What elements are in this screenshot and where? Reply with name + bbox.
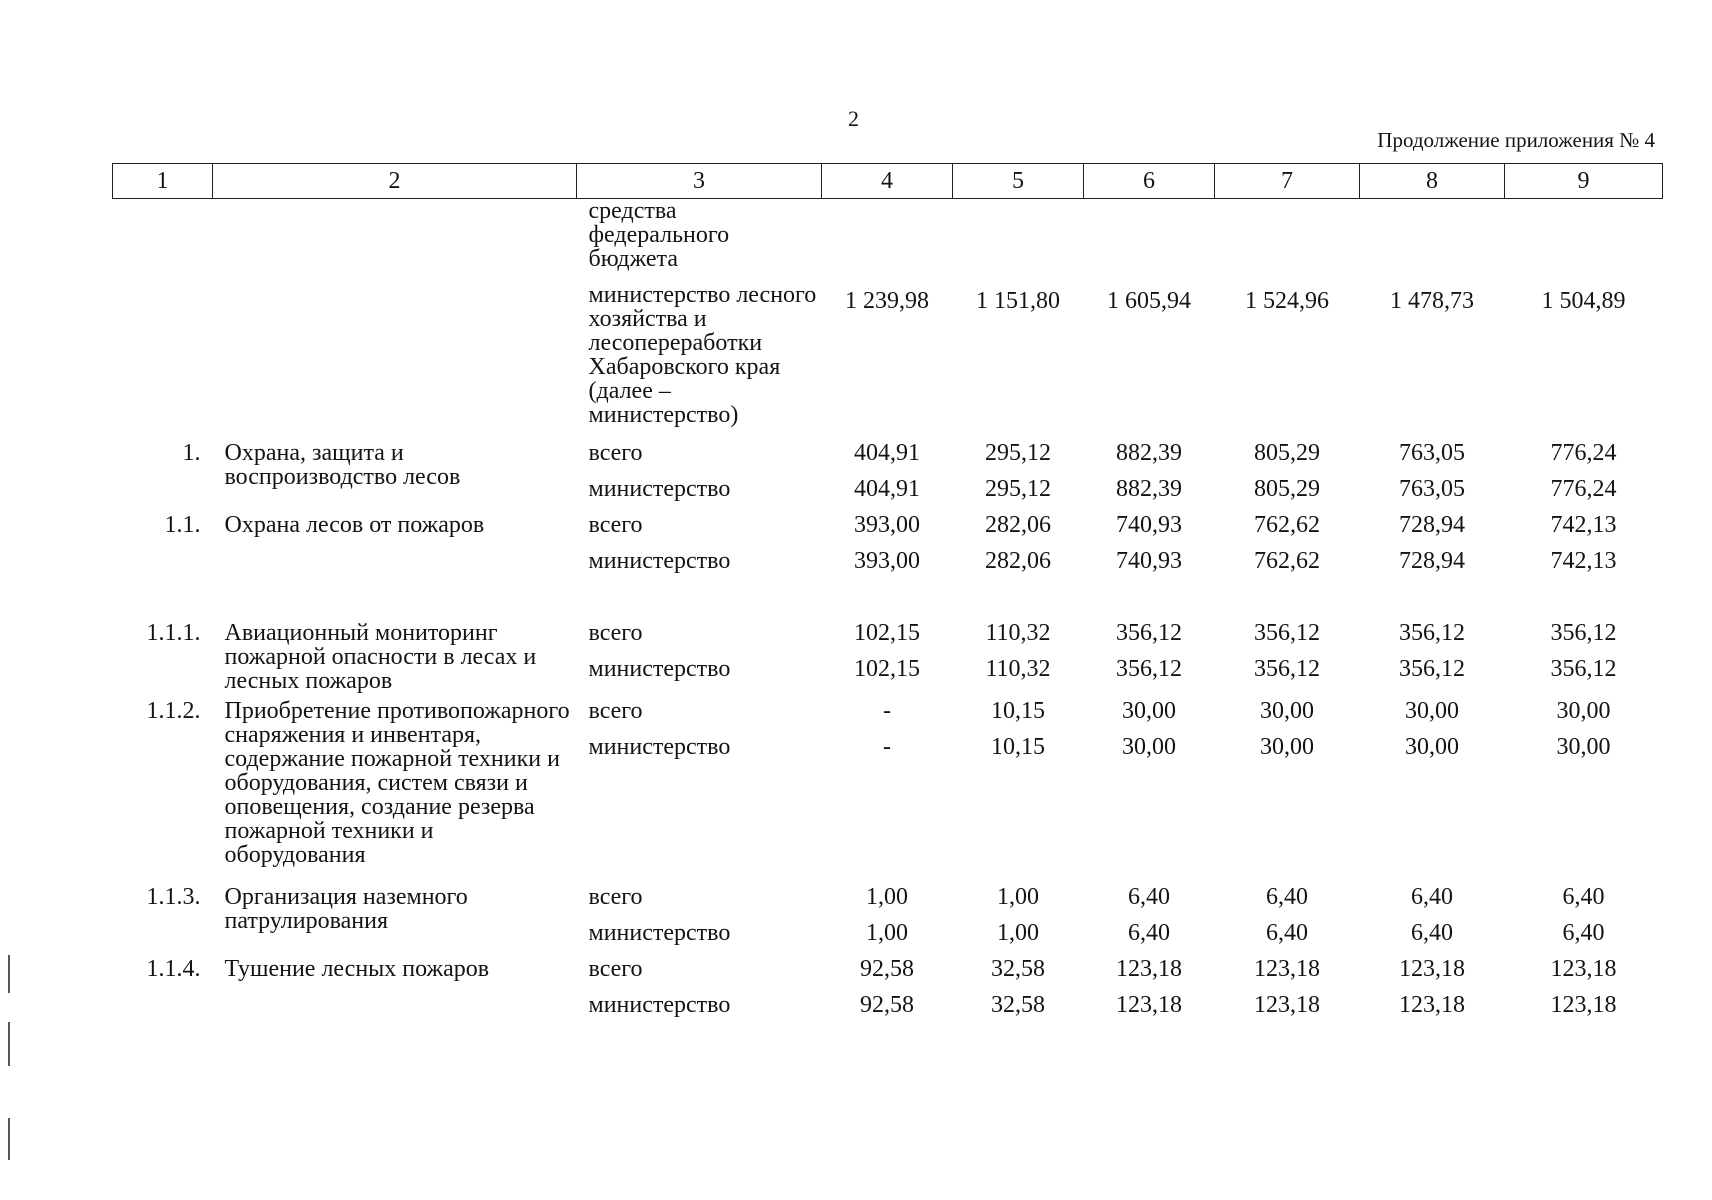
scan-margin-mark [8,955,10,993]
header-cell: 5 [953,164,1084,199]
value-cell: 10,15 [991,698,1045,724]
value-cell: 282,06 [985,548,1051,574]
value-cell: 1 478,73 [1390,288,1474,314]
row-name: Организация наземного патрулирования [224,884,468,934]
value-cell: 882,39 [1116,476,1182,502]
source-label: всего [588,440,643,466]
row-name: Тушение лесных пожаров [224,956,490,982]
header-cell: 4 [822,164,953,199]
ministry-source-label: министерство лесного хозяйства и лесопереработки Хабаровского края (далее – министерство) [588,282,817,428]
header-cell: 9 [1505,164,1663,199]
row-number: 1. [182,440,201,466]
value-cell: 1 151,80 [976,288,1060,314]
row-number: 1.1.4. [146,956,201,982]
row-number: 1.1.1. [146,620,201,646]
value-cell: 123,18 [1254,992,1320,1018]
value-cell: 742,13 [1550,548,1617,574]
value-cell: 30,00 [1122,698,1176,724]
source-label: министерство [588,656,731,682]
source-label: министерство [588,992,731,1018]
value-cell: 404,91 [854,440,920,466]
value-cell: 356,12 [1116,656,1182,682]
value-cell: 102,15 [854,656,920,682]
value-cell: 30,00 [1405,698,1459,724]
value-cell: 763,05 [1399,476,1465,502]
value-cell: 356,12 [1116,620,1182,646]
continuation-label: Продолжение приложения № 4 [1377,128,1655,152]
value-cell: 1,00 [866,884,908,910]
value-cell: 356,12 [1399,620,1465,646]
header-cell: 6 [1084,164,1215,199]
value-cell: 123,18 [1399,992,1465,1018]
value-cell: 295,12 [985,440,1051,466]
value-cell: 882,39 [1116,440,1182,466]
value-cell: 728,94 [1399,512,1465,538]
source-label: всего [588,956,643,982]
value-cell: 356,12 [1399,656,1465,682]
row-name: Приобретение противопожарного снаряжения и инвентаря, содержание пожарной техники и оборудования, систем связи и оповещения, создание резерва пожарной техники и оборудования [224,698,570,868]
value-cell: 728,94 [1399,548,1465,574]
header-row [113,164,1663,199]
value-cell: 356,12 [1550,620,1617,646]
scan-margin-mark [8,1022,10,1066]
table-row [113,507,1663,579]
value-cell: 10,15 [991,734,1045,760]
source-label: министерство [588,548,731,574]
source-label: министерство [588,920,731,946]
value-cell: 1 504,89 [1541,288,1626,314]
value-cell: 123,18 [1116,992,1182,1018]
value-cell: 763,05 [1399,440,1465,466]
budget-table [112,163,1663,1023]
value-cell: 776,24 [1550,440,1617,466]
value-cell: 30,00 [1556,734,1611,760]
value-cell: 32,58 [991,956,1045,982]
value-cell: 6,40 [1562,920,1605,946]
row-name: Охрана лесов от пожаров [224,512,485,538]
value-cell: 740,93 [1116,512,1182,538]
value-cell: 92,58 [860,992,914,1018]
value-cell: 92,58 [860,956,914,982]
federal-budget-row [113,199,1663,284]
value-cell: 102,15 [854,620,920,646]
value-cell: 1,00 [997,920,1039,946]
value-cell: 6,40 [1266,884,1308,910]
value-cell: 110,32 [985,620,1051,646]
row-number: 1.1.3. [146,884,201,910]
source-label: всего [588,698,643,724]
value-cell: 30,00 [1405,734,1459,760]
spacer-row [113,579,1663,615]
value-cell: 6,40 [1411,884,1453,910]
header-cell: 7 [1215,164,1360,199]
value-cell: 6,40 [1266,920,1308,946]
value-cell: 404,91 [854,476,920,502]
scan-margin-mark [8,1118,10,1160]
row-name: Охрана, защита и воспроизводство лесов [224,440,461,490]
header-cell: 1 [113,164,213,199]
value-cell: 123,18 [1116,956,1182,982]
value-cell: 123,18 [1399,956,1465,982]
value-cell: 295,12 [985,476,1051,502]
row-number: 1.1.2. [146,698,201,724]
value-cell: 805,29 [1254,440,1320,466]
value-cell: 356,12 [1254,620,1320,646]
value-cell: 742,13 [1550,512,1617,538]
value-cell: 356,12 [1550,656,1617,682]
value-cell: 1 605,94 [1107,288,1191,314]
value-cell: 805,29 [1254,476,1320,502]
federal-source-label: средства федерального бюджета [588,198,730,272]
value-cell: 32,58 [991,992,1045,1018]
value-cell: - [883,734,891,760]
value-cell: 393,00 [854,512,920,538]
value-cell: 762,62 [1254,512,1320,538]
value-cell: 1,00 [997,884,1039,910]
value-cell: 282,06 [985,512,1051,538]
value-cell: 356,12 [1254,656,1320,682]
value-cell: 6,40 [1128,920,1170,946]
value-cell: 776,24 [1550,476,1617,502]
table-row [113,693,1663,879]
source-label: министерство [588,476,731,502]
value-cell: 123,18 [1254,956,1320,982]
row-number: 1.1. [164,512,201,538]
value-cell: 30,00 [1260,698,1314,724]
value-cell: 123,18 [1550,992,1617,1018]
value-cell: 1 524,96 [1245,288,1329,314]
source-label: всего [588,884,643,910]
source-label: всего [588,620,643,646]
header-cell: 8 [1360,164,1505,199]
header-cell: 3 [577,164,822,199]
table-row [113,951,1663,1023]
value-cell: 6,40 [1128,884,1170,910]
value-cell: 30,00 [1260,734,1314,760]
value-cell: 30,00 [1556,698,1611,724]
header-cell: 2 [213,164,577,199]
value-cell: 740,93 [1116,548,1182,574]
source-label: министерство [588,734,731,760]
value-cell: 30,00 [1122,734,1176,760]
value-cell: 393,00 [854,548,920,574]
value-cell: 1 239,98 [845,288,929,314]
table-row [113,435,1663,507]
value-cell: 6,40 [1562,884,1605,910]
value-cell: 110,32 [985,656,1051,682]
value-cell: 1,00 [866,920,908,946]
ministry-row [113,283,1663,435]
table-row [113,615,1663,693]
value-cell: 6,40 [1411,920,1453,946]
value-cell: 123,18 [1550,956,1617,982]
value-cell: - [883,698,891,724]
value-cell: 762,62 [1254,548,1320,574]
row-name: Авиационный мониторинг пожарной опасности в лесах и лесных пожаров [224,620,537,694]
page-number: 2 [848,106,859,131]
source-label: всего [588,512,643,538]
table-row [113,879,1663,951]
